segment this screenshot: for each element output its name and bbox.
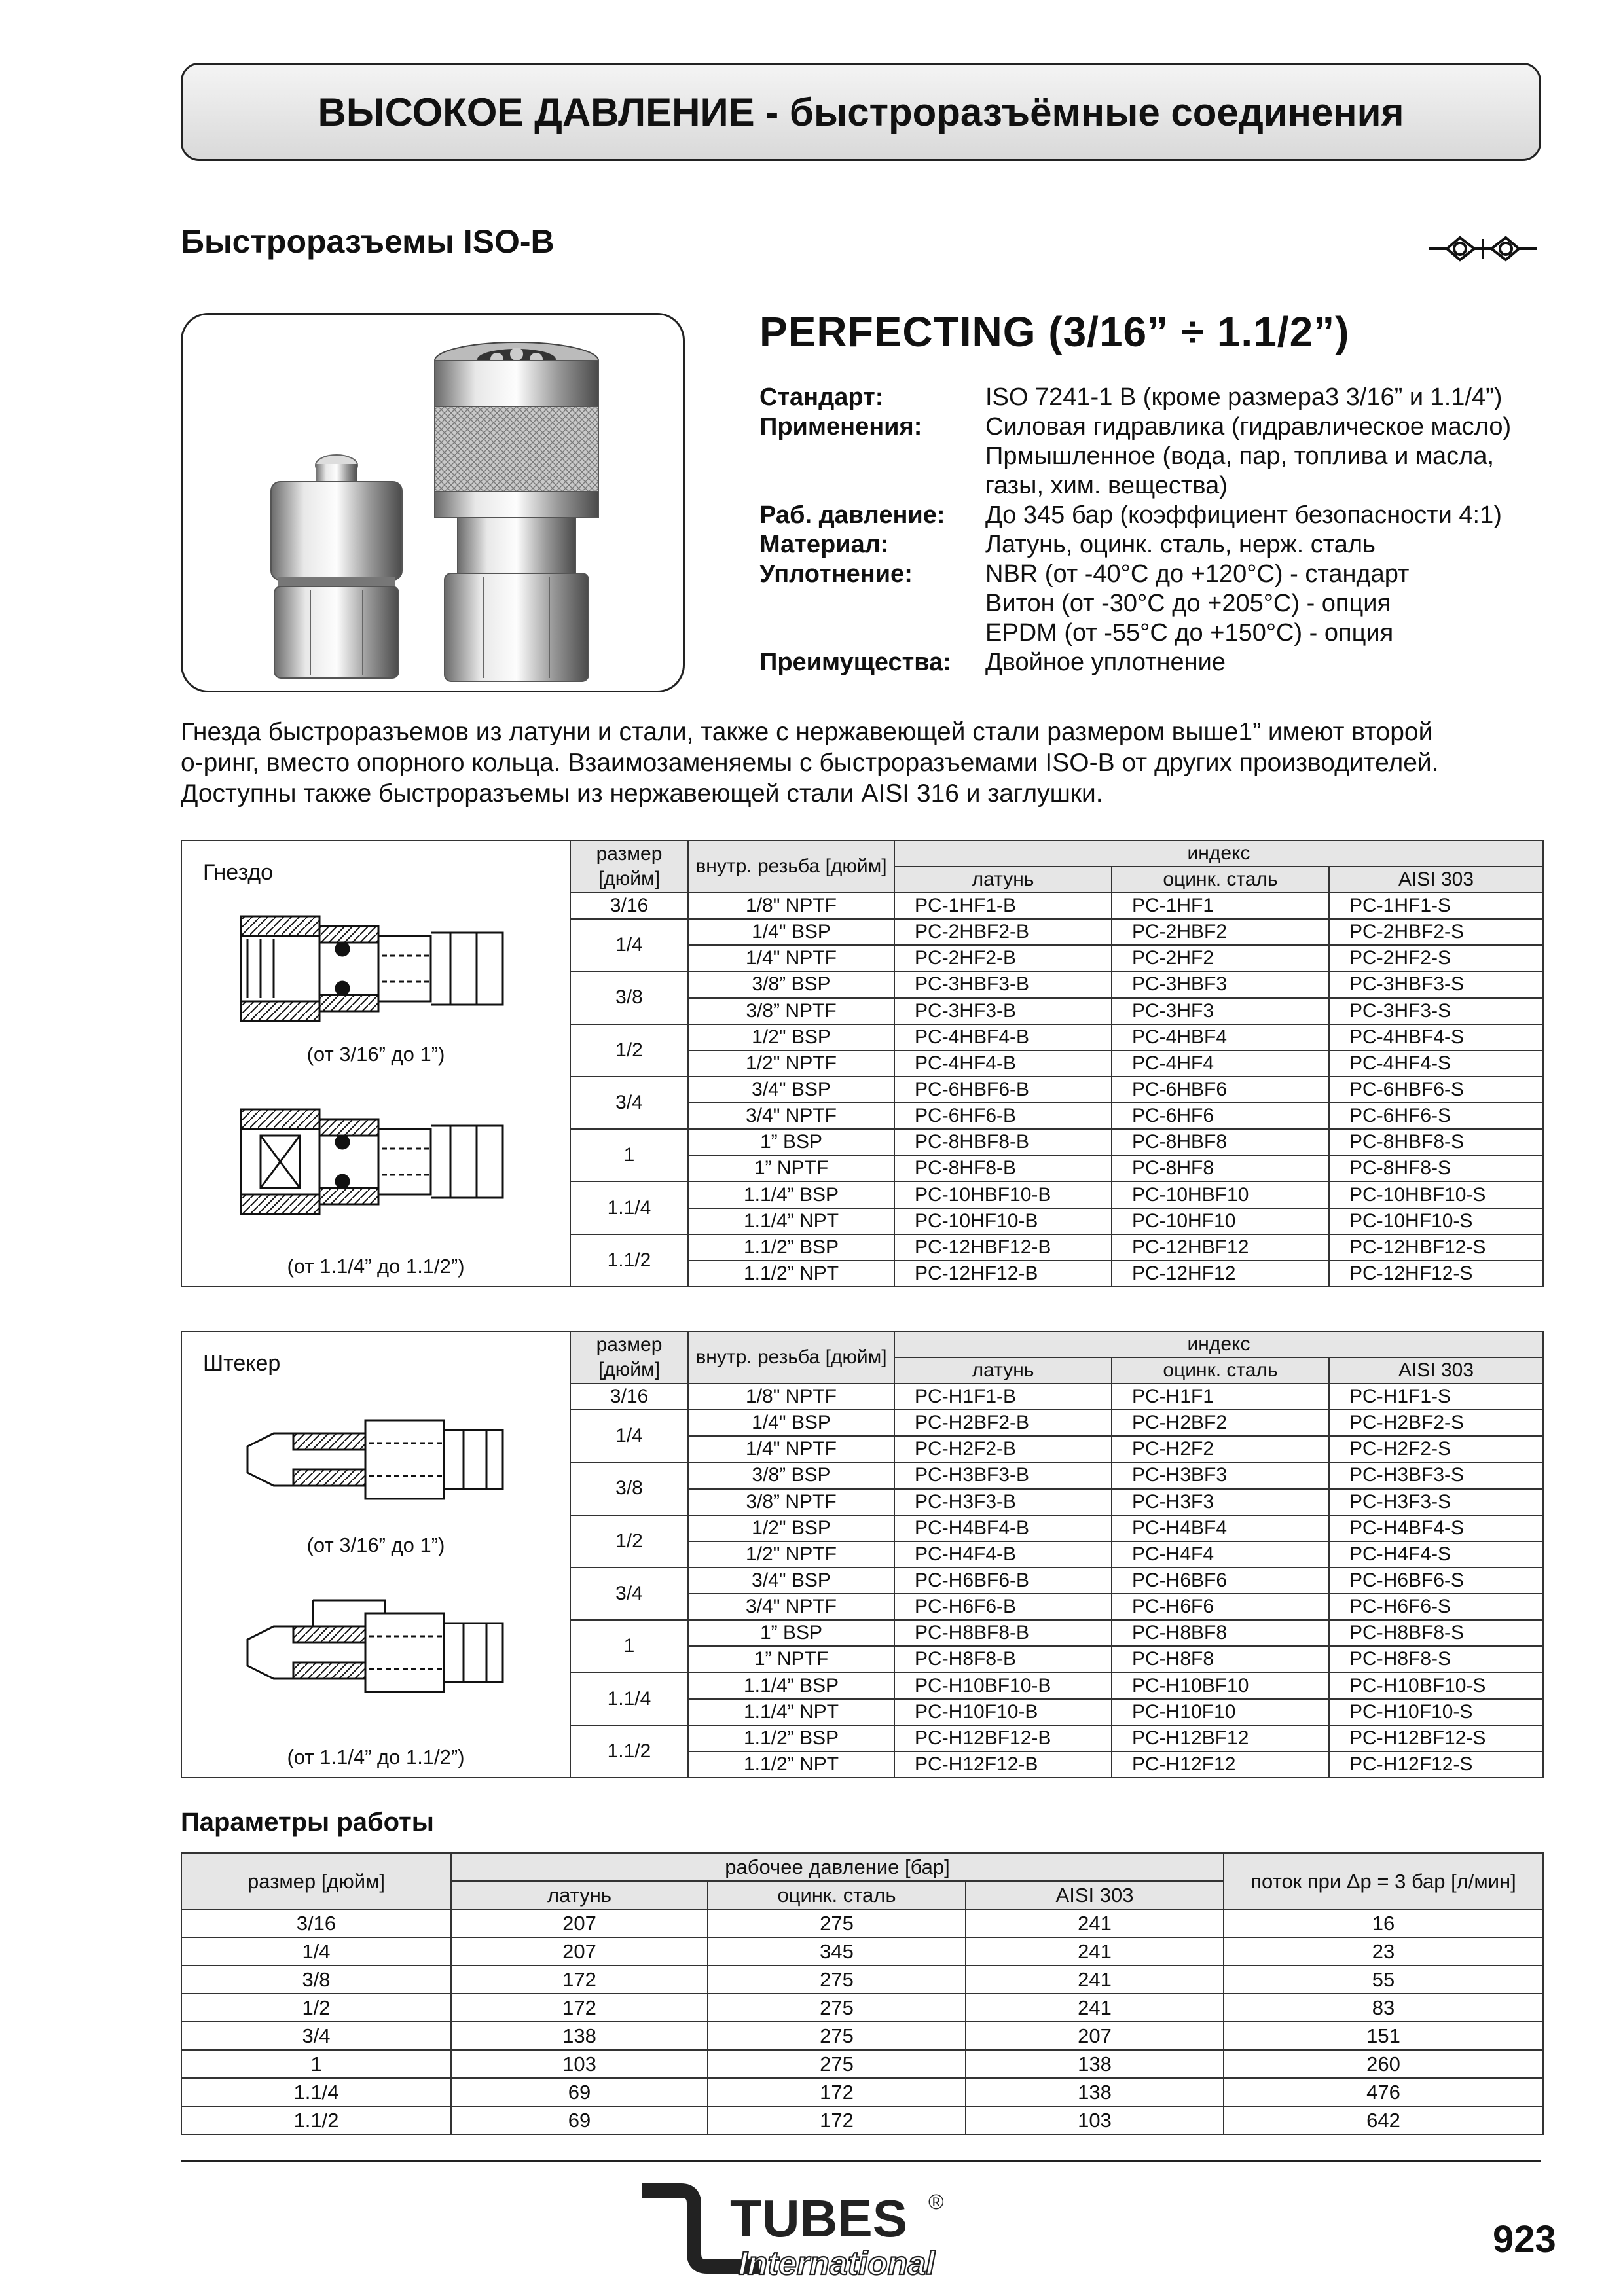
- index-brass-cell: PC-H4F4-B: [894, 1541, 1112, 1568]
- index-steel-cell: PC-H3BF3: [1112, 1462, 1329, 1488]
- steel-header: оцинк. сталь: [1112, 1357, 1329, 1384]
- perf-size-header: размер [дюйм]: [181, 1853, 451, 1909]
- brass-header: латунь: [894, 867, 1112, 893]
- thread-cell: 1/8" NPTF: [688, 1384, 894, 1410]
- index-aisi-cell: PC-H8F8-S: [1329, 1646, 1543, 1672]
- size-cell: 1.1/2: [570, 1234, 688, 1287]
- index-brass-cell: PC-12HBF12-B: [894, 1234, 1112, 1261]
- spec-label: Уплотнение:: [759, 560, 913, 588]
- perf-flow-cell: 23: [1224, 1937, 1543, 1965]
- perf-flow-header: поток при Δp = 3 бар [л/мин]: [1224, 1853, 1543, 1909]
- perf-steel-cell: 275: [708, 1994, 966, 2022]
- spec-value: Силовая гидравлика (гидравлическое масло): [985, 413, 1512, 440]
- table-row: [181, 1909, 1543, 1937]
- spec-label: Стандарт:: [759, 384, 884, 411]
- intro-line: Доступны также быстроразъемы из нержавеющей стали AISI 316 и заглушки.: [181, 780, 1103, 808]
- spec-value: Витон (от -30°C до +205°C) - опция: [985, 590, 1391, 617]
- index-aisi-cell: PC-3HF3-S: [1329, 998, 1543, 1024]
- index-steel-cell: PC-H8F8: [1112, 1646, 1329, 1672]
- perf-brass-cell: 172: [451, 1965, 708, 1994]
- table-row: [181, 1994, 1543, 2022]
- index-steel-cell: PC-2HF2: [1112, 945, 1329, 971]
- index-aisi-cell: PC-H2F2-S: [1329, 1436, 1543, 1462]
- index-steel-cell: PC-2HBF2: [1112, 919, 1329, 945]
- index-steel-cell: PC-12HBF12: [1112, 1234, 1329, 1261]
- perf-aisi-cell: 138: [966, 2078, 1224, 2106]
- tubes-logo: [642, 2183, 949, 2281]
- index-header: индекс: [894, 840, 1543, 867]
- table-row: [181, 2050, 1543, 2078]
- socket-section-small-icon: [234, 903, 509, 1034]
- index-brass-cell: PC-4HBF4-B: [894, 1024, 1112, 1050]
- index-steel-cell: PC-4HF4: [1112, 1050, 1329, 1077]
- index-steel-cell: PC-6HBF6: [1112, 1077, 1329, 1103]
- perf-aisi-cell: 241: [966, 1937, 1224, 1965]
- spec-value: До 345 бар (коэффициент безопасности 4:1): [985, 501, 1502, 529]
- index-aisi-cell: PC-H6BF6-S: [1329, 1568, 1543, 1594]
- perf-steel-cell: 275: [708, 2022, 966, 2050]
- perf-flow-cell: 83: [1224, 1994, 1543, 2022]
- perf-pressure-header: рабочее давление [бар]: [451, 1853, 1224, 1881]
- index-brass-cell: PC-8HF8-B: [894, 1155, 1112, 1181]
- perf-brass-header: латунь: [451, 1881, 708, 1909]
- thread-cell: 1.1/2” BSP: [688, 1725, 894, 1751]
- index-aisi-cell: PC-2HBF2-S: [1329, 919, 1543, 945]
- thread-cell: 1” BSP: [688, 1620, 894, 1646]
- page-title: ВЫСОКОЕ ДАВЛЕНИЕ - быстроразъёмные соединения: [318, 90, 1404, 134]
- drawing-cell: [181, 1331, 570, 1778]
- size-cell: 3/16: [570, 893, 688, 919]
- thread-cell: 3/4" NPTF: [688, 1103, 894, 1129]
- perf-flow-cell: 16: [1224, 1909, 1543, 1937]
- perf-steel-cell: 345: [708, 1937, 966, 1965]
- perf-brass-cell: 172: [451, 1994, 708, 2022]
- index-steel-cell: PC-H2F2: [1112, 1436, 1329, 1462]
- steel-header: оцинк. сталь: [1112, 867, 1329, 893]
- spec-label: Раб. давление:: [759, 501, 945, 529]
- coupling-symbol-icon: [1427, 226, 1539, 272]
- index-steel-cell: PC-10HBF10: [1112, 1181, 1329, 1208]
- intro-line: о-ринг, вместо опорного кольца. Взаимозаменяемы с быстроразъемами ISO-B от других производителей.: [181, 749, 1439, 777]
- size-cell: 1/4: [570, 1410, 688, 1462]
- thread-cell: 1” NPTF: [688, 1646, 894, 1672]
- table-row: [181, 2022, 1543, 2050]
- size-cell: 3/16: [570, 1384, 688, 1410]
- plug-section-large-icon: [234, 1587, 509, 1718]
- index-steel-cell: PC-H4BF4: [1112, 1515, 1329, 1541]
- thread-header: внутр. резьба [дюйм]: [688, 1331, 894, 1384]
- index-aisi-cell: PC-12HF12-S: [1329, 1261, 1543, 1287]
- plug-section-small-icon: [234, 1394, 509, 1525]
- thread-cell: 1/4" BSP: [688, 919, 894, 945]
- spec-value: газы, хим. вещества): [985, 472, 1228, 499]
- size-cell: 1/4: [570, 919, 688, 971]
- size-cell: 1: [570, 1620, 688, 1672]
- index-aisi-cell: PC-H10BF10-S: [1329, 1672, 1543, 1698]
- spec-label: Материал:: [759, 531, 889, 558]
- index-aisi-cell: PC-H12F12-S: [1329, 1751, 1543, 1778]
- size-cell: 1/2: [570, 1024, 688, 1077]
- index-brass-cell: PC-10HBF10-B: [894, 1181, 1112, 1208]
- table-row: [181, 2078, 1543, 2106]
- spec-label: Преимущества:: [759, 649, 951, 676]
- perf-steel-header: оцинк. сталь: [708, 1881, 966, 1909]
- thread-cell: 3/8” NPTF: [688, 998, 894, 1024]
- performance-table: [181, 1852, 1544, 2135]
- index-aisi-cell: PC-H12BF12-S: [1329, 1725, 1543, 1751]
- index-aisi-cell: PC-1HF1-S: [1329, 893, 1543, 919]
- socket-section-large-icon: [234, 1096, 509, 1227]
- spec-value: EPDM (от -55°C до +150°C) - опция: [985, 619, 1394, 647]
- section-title: Быстроразъемы ISO-B: [181, 223, 555, 260]
- perf-aisi-cell: 103: [966, 2106, 1224, 2134]
- index-steel-cell: PC-H10BF10: [1112, 1672, 1329, 1698]
- thread-cell: 1.1/4” NPT: [688, 1699, 894, 1725]
- size-cell: 1: [570, 1129, 688, 1181]
- table-header-row: [181, 1331, 1543, 1357]
- index-brass-cell: PC-H4BF4-B: [894, 1515, 1112, 1541]
- spec-value: Прмышленное (вода, пар, топлива и масла,: [985, 442, 1495, 470]
- index-steel-cell: PC-3HBF3: [1112, 971, 1329, 997]
- performance-title: Параметры работы: [181, 1808, 434, 1837]
- size-cell: 3/4: [570, 1077, 688, 1129]
- size-cell: 1/2: [570, 1515, 688, 1568]
- drawing-caption: (от 1.1/4” до 1.1/2”): [287, 1255, 465, 1278]
- index-aisi-cell: PC-6HF6-S: [1329, 1103, 1543, 1129]
- index-brass-cell: PC-3HF3-B: [894, 998, 1112, 1024]
- size-header: размер [дюйм]: [570, 1331, 688, 1384]
- index-header: индекс: [894, 1331, 1543, 1357]
- perf-size-cell: 1.1/4: [181, 2078, 451, 2106]
- perf-aisi-cell: 241: [966, 1909, 1224, 1937]
- perf-aisi-cell: 138: [966, 2050, 1224, 2078]
- index-brass-cell: PC-H1F1-B: [894, 1384, 1112, 1410]
- thread-cell: 1/4" BSP: [688, 1410, 894, 1436]
- thread-cell: 3/4" NPTF: [688, 1594, 894, 1620]
- thread-cell: 1/2" BSP: [688, 1024, 894, 1050]
- index-brass-cell: PC-H3BF3-B: [894, 1462, 1112, 1488]
- index-brass-cell: PC-H2F2-B: [894, 1436, 1112, 1462]
- page-title-banner: [181, 63, 1541, 161]
- page-number: 923: [1493, 2218, 1556, 2261]
- index-aisi-cell: PC-H3BF3-S: [1329, 1462, 1543, 1488]
- index-steel-cell: PC-8HBF8: [1112, 1129, 1329, 1155]
- perf-flow-cell: 55: [1224, 1965, 1543, 1994]
- index-steel-cell: PC-H6F6: [1112, 1594, 1329, 1620]
- perf-brass-cell: 207: [451, 1909, 708, 1937]
- thread-cell: 1/2" BSP: [688, 1515, 894, 1541]
- index-brass-cell: PC-H10F10-B: [894, 1699, 1112, 1725]
- thread-cell: 1/2" NPTF: [688, 1541, 894, 1568]
- size-cell: 3/8: [570, 971, 688, 1024]
- index-aisi-cell: PC-H8BF8-S: [1329, 1620, 1543, 1646]
- perf-brass-cell: 207: [451, 1937, 708, 1965]
- spec-value: Двойное уплотнение: [985, 649, 1226, 676]
- index-brass-cell: PC-H10BF10-B: [894, 1672, 1112, 1698]
- table-label: Гнездо: [203, 860, 274, 885]
- thread-cell: 1/2" NPTF: [688, 1050, 894, 1077]
- drawing-caption: (от 3/16” до 1”): [306, 1534, 445, 1556]
- perf-size-cell: 1.1/2: [181, 2106, 451, 2134]
- index-steel-cell: PC-H1F1: [1112, 1384, 1329, 1410]
- thread-cell: 3/8” NPTF: [688, 1489, 894, 1515]
- thread-cell: 3/8” BSP: [688, 971, 894, 997]
- table-row: [181, 1965, 1543, 1994]
- index-aisi-cell: PC-H3F3-S: [1329, 1489, 1543, 1515]
- thread-cell: 1.1/2” NPT: [688, 1751, 894, 1778]
- index-steel-cell: PC-8HF8: [1112, 1155, 1329, 1181]
- index-steel-cell: PC-H3F3: [1112, 1489, 1329, 1515]
- perf-steel-cell: 172: [708, 2078, 966, 2106]
- thread-cell: 1.1/4” BSP: [688, 1672, 894, 1698]
- index-steel-cell: PC-H8BF8: [1112, 1620, 1329, 1646]
- drawing-caption: (от 1.1/4” до 1.1/2”): [287, 1746, 465, 1768]
- index-brass-cell: PC-H6F6-B: [894, 1594, 1112, 1620]
- index-aisi-cell: PC-H4BF4-S: [1329, 1515, 1543, 1541]
- perf-aisi-cell: 241: [966, 1965, 1224, 1994]
- thread-cell: 3/8” BSP: [688, 1462, 894, 1488]
- spec-value: NBR (от -40°C до +120°C) - стандарт: [985, 560, 1410, 588]
- spec-value: ISO 7241-1 B (кроме размера3 3/16” и 1.1/4”): [985, 384, 1503, 411]
- perf-brass-cell: 103: [451, 2050, 708, 2078]
- index-brass-cell: PC-H8F8-B: [894, 1646, 1112, 1672]
- logo-text: TUBES: [730, 2189, 908, 2248]
- perf-aisi-cell: 207: [966, 2022, 1224, 2050]
- perf-flow-cell: 151: [1224, 2022, 1543, 2050]
- index-steel-cell: PC-6HF6: [1112, 1103, 1329, 1129]
- perf-steel-cell: 275: [708, 1965, 966, 1994]
- index-steel-cell: PC-H12F12: [1112, 1751, 1329, 1778]
- thread-cell: 1/8" NPTF: [688, 893, 894, 919]
- perf-flow-cell: 260: [1224, 2050, 1543, 2078]
- plug-table: [181, 1331, 1544, 1778]
- index-brass-cell: PC-8HBF8-B: [894, 1129, 1112, 1155]
- thread-cell: 1” BSP: [688, 1129, 894, 1155]
- table-label: Штекер: [203, 1351, 281, 1376]
- thread-cell: 1/4" NPTF: [688, 945, 894, 971]
- intro-paragraph: [181, 717, 1542, 809]
- index-steel-cell: PC-H12BF12: [1112, 1725, 1329, 1751]
- drawing-caption: (от 3/16” до 1”): [306, 1043, 445, 1066]
- perf-flow-cell: 476: [1224, 2078, 1543, 2106]
- thread-cell: 1.1/4” BSP: [688, 1181, 894, 1208]
- aisi-header: AISI 303: [1329, 867, 1543, 893]
- perf-size-cell: 3/4: [181, 2022, 451, 2050]
- index-aisi-cell: PC-H6F6-S: [1329, 1594, 1543, 1620]
- thread-cell: 3/4" BSP: [688, 1568, 894, 1594]
- index-brass-cell: PC-1HF1-B: [894, 893, 1112, 919]
- table-header-row: [181, 1853, 1543, 1881]
- table-row: [181, 1937, 1543, 1965]
- perf-steel-cell: 275: [708, 1909, 966, 1937]
- index-aisi-cell: PC-4HBF4-S: [1329, 1024, 1543, 1050]
- index-steel-cell: PC-12HF12: [1112, 1261, 1329, 1287]
- spec-label: Применения:: [759, 413, 922, 440]
- thread-cell: 3/4" BSP: [688, 1077, 894, 1103]
- thread-cell: 1.1/4” NPT: [688, 1208, 894, 1234]
- index-aisi-cell: PC-10HF10-S: [1329, 1208, 1543, 1234]
- index-aisi-cell: PC-8HF8-S: [1329, 1155, 1543, 1181]
- size-cell: 1.1/4: [570, 1672, 688, 1725]
- perf-size-cell: 1: [181, 2050, 451, 2078]
- perf-size-cell: 1/2: [181, 1994, 451, 2022]
- index-brass-cell: PC-2HF2-B: [894, 945, 1112, 971]
- thread-cell: 1” NPTF: [688, 1155, 894, 1181]
- index-brass-cell: PC-H6BF6-B: [894, 1568, 1112, 1594]
- thread-cell: 1/4" NPTF: [688, 1436, 894, 1462]
- thread-cell: 1.1/2” BSP: [688, 1234, 894, 1261]
- index-aisi-cell: PC-H2BF2-S: [1329, 1410, 1543, 1436]
- drawing-cell: [181, 840, 570, 1287]
- product-photo: [181, 313, 685, 692]
- thread-cell: 1.1/2” NPT: [688, 1261, 894, 1287]
- index-aisi-cell: PC-2HF2-S: [1329, 945, 1543, 971]
- product-title: PERFECTING (3/16” ÷ 1.1/2”): [759, 308, 1350, 355]
- aisi-header: AISI 303: [1329, 1357, 1543, 1384]
- perf-steel-cell: 275: [708, 2050, 966, 2078]
- index-steel-cell: PC-H6BF6: [1112, 1568, 1329, 1594]
- table-header-row: [181, 840, 1543, 867]
- index-steel-cell: PC-H10F10: [1112, 1699, 1329, 1725]
- index-brass-cell: PC-10HF10-B: [894, 1208, 1112, 1234]
- logo-registered-mark: ®: [928, 2190, 944, 2214]
- index-aisi-cell: PC-6HBF6-S: [1329, 1077, 1543, 1103]
- index-aisi-cell: PC-4HF4-S: [1329, 1050, 1543, 1077]
- index-brass-cell: PC-H3F3-B: [894, 1489, 1112, 1515]
- index-steel-cell: PC-1HF1: [1112, 893, 1329, 919]
- perf-size-cell: 3/16: [181, 1909, 451, 1937]
- index-steel-cell: PC-10HF10: [1112, 1208, 1329, 1234]
- size-cell: 3/8: [570, 1462, 688, 1515]
- index-brass-cell: PC-H12BF12-B: [894, 1725, 1112, 1751]
- perf-size-cell: 1/4: [181, 1937, 451, 1965]
- index-brass-cell: PC-H12F12-B: [894, 1751, 1112, 1778]
- intro-line: Гнезда быстроразъемов из латуни и стали, также с нержавеющей стали размером выше1” имеют второй: [181, 718, 1433, 746]
- size-cell: 3/4: [570, 1568, 688, 1620]
- index-steel-cell: PC-H2BF2: [1112, 1410, 1329, 1436]
- perf-aisi-header: AISI 303: [966, 1881, 1224, 1909]
- index-brass-cell: PC-12HF12-B: [894, 1261, 1112, 1287]
- perf-aisi-cell: 241: [966, 1994, 1224, 2022]
- index-aisi-cell: PC-H1F1-S: [1329, 1384, 1543, 1410]
- index-aisi-cell: PC-3HBF3-S: [1329, 971, 1543, 997]
- size-cell: 1.1/2: [570, 1725, 688, 1778]
- size-cell: 1.1/4: [570, 1181, 688, 1234]
- spec-value: Латунь, оцинк. сталь, нерж. сталь: [985, 531, 1376, 558]
- index-steel-cell: PC-3HF3: [1112, 998, 1329, 1024]
- socket-table: [181, 840, 1544, 1287]
- perf-brass-cell: 69: [451, 2106, 708, 2134]
- index-aisi-cell: PC-H10F10-S: [1329, 1699, 1543, 1725]
- index-aisi-cell: PC-8HBF8-S: [1329, 1129, 1543, 1155]
- index-aisi-cell: PC-H4F4-S: [1329, 1541, 1543, 1568]
- size-header: размер [дюйм]: [570, 840, 688, 893]
- index-brass-cell: PC-6HBF6-B: [894, 1077, 1112, 1103]
- perf-steel-cell: 172: [708, 2106, 966, 2134]
- brass-header: латунь: [894, 1357, 1112, 1384]
- index-steel-cell: PC-4HBF4: [1112, 1024, 1329, 1050]
- index-aisi-cell: PC-12HBF12-S: [1329, 1234, 1543, 1261]
- coupling-photo-icon: [183, 315, 683, 691]
- perf-brass-cell: 138: [451, 2022, 708, 2050]
- index-aisi-cell: PC-10HBF10-S: [1329, 1181, 1543, 1208]
- perf-size-cell: 3/8: [181, 1965, 451, 1994]
- index-brass-cell: PC-3HBF3-B: [894, 971, 1112, 997]
- index-brass-cell: PC-H8BF8-B: [894, 1620, 1112, 1646]
- perf-flow-cell: 642: [1224, 2106, 1543, 2134]
- index-brass-cell: PC-H2BF2-B: [894, 1410, 1112, 1436]
- footer-divider: [181, 2160, 1541, 2162]
- index-steel-cell: PC-H4F4: [1112, 1541, 1329, 1568]
- thread-header: внутр. резьба [дюйм]: [688, 840, 894, 893]
- index-brass-cell: PC-6HF6-B: [894, 1103, 1112, 1129]
- index-brass-cell: PC-2HBF2-B: [894, 919, 1112, 945]
- table-row: [181, 2106, 1543, 2134]
- index-brass-cell: PC-4HF4-B: [894, 1050, 1112, 1077]
- perf-brass-cell: 69: [451, 2078, 708, 2106]
- logo-subtext: International: [739, 2245, 936, 2281]
